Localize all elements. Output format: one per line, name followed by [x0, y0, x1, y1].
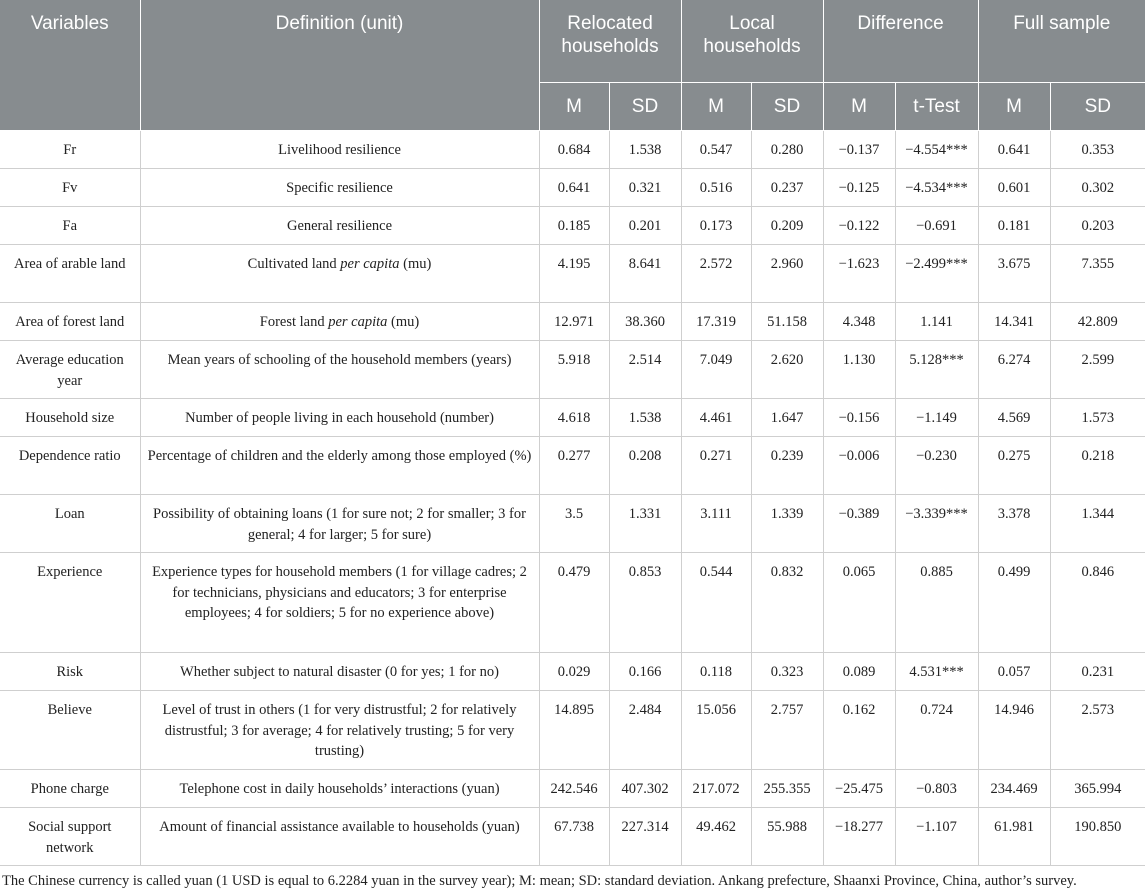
cell-diff-m: −25.475 [823, 770, 895, 808]
subheader-sd: SD [609, 83, 681, 131]
subheader-sd: SD [751, 83, 823, 131]
cell-variable: Risk [0, 653, 140, 691]
cell-rel-sd: 0.201 [609, 207, 681, 245]
cell-loc-m: 2.572 [681, 245, 751, 303]
cell-definition: Amount of financial assistance available to households (yuan) [140, 808, 539, 866]
cell-rel-m: 0.641 [539, 169, 609, 207]
cell-rel-m: 0.684 [539, 131, 609, 169]
cell-full-m: 3.378 [978, 495, 1050, 553]
cell-full-sd: 0.218 [1050, 437, 1145, 495]
cell-rel-sd: 2.484 [609, 691, 681, 770]
cell-definition: Experience types for household members (1 for village cadres; 2 for technicians, physicians and educators; 3 for enterprise employees; 4 for soldiers; 5 for no experience above) [140, 553, 539, 653]
cell-rel-sd: 1.538 [609, 399, 681, 437]
cell-rel-sd: 0.853 [609, 553, 681, 653]
table-row [0, 245, 1145, 303]
cell-loc-m: 3.111 [681, 495, 751, 553]
cell-full-sd: 0.846 [1050, 553, 1145, 653]
cell-full-m: 0.181 [978, 207, 1050, 245]
cell-loc-m: 0.271 [681, 437, 751, 495]
cell-diff-m: −0.125 [823, 169, 895, 207]
definition-emphasis: per capita [340, 256, 400, 272]
table-row [0, 399, 1145, 437]
cell-ttest: 1.141 [895, 303, 978, 341]
cell-full-sd: 2.573 [1050, 691, 1145, 770]
cell-rel-m: 0.029 [539, 653, 609, 691]
cell-rel-m: 3.5 [539, 495, 609, 553]
cell-loc-m: 15.056 [681, 691, 751, 770]
cell-definition: Telephone cost in daily households’ interactions (yuan) [140, 770, 539, 808]
cell-ttest: 0.724 [895, 691, 978, 770]
cell-ttest: −1.149 [895, 399, 978, 437]
definition-unit: (mu) [387, 314, 420, 330]
cell-diff-m: −0.389 [823, 495, 895, 553]
cell-definition [140, 245, 539, 303]
cell-rel-sd: 1.331 [609, 495, 681, 553]
cell-rel-m: 0.277 [539, 437, 609, 495]
cell-full-m: 234.469 [978, 770, 1050, 808]
cell-loc-sd: 255.355 [751, 770, 823, 808]
cell-full-m: 0.057 [978, 653, 1050, 691]
cell-loc-sd: 0.280 [751, 131, 823, 169]
cell-ttest: −0.691 [895, 207, 978, 245]
cell-full-m: 0.275 [978, 437, 1050, 495]
table-row [0, 131, 1145, 169]
cell-rel-m: 14.895 [539, 691, 609, 770]
cell-variable: Area of arable land [0, 245, 140, 303]
cell-definition: Livelihood resilience [140, 131, 539, 169]
table-row [0, 770, 1145, 808]
cell-loc-sd: 0.237 [751, 169, 823, 207]
cell-loc-sd: 0.323 [751, 653, 823, 691]
cell-ttest: 4.531*** [895, 653, 978, 691]
header-relocated: Relocated households [539, 0, 681, 83]
table-row [0, 169, 1145, 207]
cell-full-m: 3.675 [978, 245, 1050, 303]
cell-diff-m: −1.623 [823, 245, 895, 303]
cell-variable: Household size [0, 399, 140, 437]
subheader-m: M [823, 83, 895, 131]
table-row [0, 207, 1145, 245]
cell-loc-sd: 0.239 [751, 437, 823, 495]
cell-loc-sd: 0.832 [751, 553, 823, 653]
cell-definition: Number of people living in each household (number) [140, 399, 539, 437]
cell-rel-sd: 1.538 [609, 131, 681, 169]
cell-ttest: −0.230 [895, 437, 978, 495]
cell-full-sd: 7.355 [1050, 245, 1145, 303]
cell-ttest: −0.803 [895, 770, 978, 808]
cell-definition: Mean years of schooling of the household members (years) [140, 341, 539, 399]
cell-diff-m: −0.156 [823, 399, 895, 437]
cell-full-sd: 0.353 [1050, 131, 1145, 169]
table-row [0, 691, 1145, 770]
cell-full-m: 0.641 [978, 131, 1050, 169]
cell-diff-m: −18.277 [823, 808, 895, 866]
cell-definition: Percentage of children and the elderly among those employed (%) [140, 437, 539, 495]
cell-diff-m: 0.162 [823, 691, 895, 770]
cell-variable: Area of forest land [0, 303, 140, 341]
subheader-sd: SD [1050, 83, 1145, 131]
cell-loc-m: 7.049 [681, 341, 751, 399]
header-full-sample: Full sample [978, 0, 1145, 83]
cell-rel-m: 5.918 [539, 341, 609, 399]
cell-rel-m: 0.185 [539, 207, 609, 245]
cell-full-m: 4.569 [978, 399, 1050, 437]
cell-full-m: 14.946 [978, 691, 1050, 770]
cell-loc-m: 0.544 [681, 553, 751, 653]
cell-rel-m: 4.195 [539, 245, 609, 303]
cell-rel-sd: 8.641 [609, 245, 681, 303]
cell-variable: Average education year [0, 341, 140, 399]
cell-full-sd: 0.231 [1050, 653, 1145, 691]
cell-loc-m: 0.547 [681, 131, 751, 169]
cell-definition: Whether subject to natural disaster (0 for yes; 1 for no) [140, 653, 539, 691]
cell-loc-m: 0.516 [681, 169, 751, 207]
cell-full-m: 0.601 [978, 169, 1050, 207]
cell-definition: General resilience [140, 207, 539, 245]
cell-variable: Fv [0, 169, 140, 207]
cell-rel-m: 0.479 [539, 553, 609, 653]
header-difference: Difference [823, 0, 978, 83]
cell-loc-m: 0.118 [681, 653, 751, 691]
cell-loc-sd: 51.158 [751, 303, 823, 341]
cell-diff-m: −0.137 [823, 131, 895, 169]
table-row [0, 553, 1145, 653]
cell-variable: Social support network [0, 808, 140, 866]
cell-diff-m: −0.006 [823, 437, 895, 495]
cell-full-sd: 190.850 [1050, 808, 1145, 866]
cell-variable: Phone charge [0, 770, 140, 808]
cell-rel-m: 67.738 [539, 808, 609, 866]
cell-loc-m: 4.461 [681, 399, 751, 437]
table-footnote: The Chinese currency is called yuan (1 USD is equal to 6.2284 yuan in the survey year); M: mean; SD: standard deviation. Ankang prefecture, Shaanxi Province, China, author’s survey. [2, 873, 1077, 889]
subheader-ttest: t-Test [895, 83, 978, 131]
subheader-m: M [978, 83, 1050, 131]
cell-full-sd: 365.994 [1050, 770, 1145, 808]
cell-diff-m: 0.089 [823, 653, 895, 691]
subheader-m: M [539, 83, 609, 131]
cell-rel-sd: 0.166 [609, 653, 681, 691]
cell-full-sd: 1.344 [1050, 495, 1145, 553]
header-definition: Definition (unit) [140, 0, 539, 131]
cell-ttest: −1.107 [895, 808, 978, 866]
cell-ttest: −4.534*** [895, 169, 978, 207]
cell-variable: Experience [0, 553, 140, 653]
cell-ttest: −2.499*** [895, 245, 978, 303]
definition-unit: (mu) [399, 256, 432, 272]
cell-loc-m: 0.173 [681, 207, 751, 245]
cell-definition: Specific resilience [140, 169, 539, 207]
cell-loc-m: 217.072 [681, 770, 751, 808]
cell-variable: Loan [0, 495, 140, 553]
cell-ttest: −3.339*** [895, 495, 978, 553]
cell-full-sd: 1.573 [1050, 399, 1145, 437]
cell-rel-sd: 38.360 [609, 303, 681, 341]
cell-diff-m: 4.348 [823, 303, 895, 341]
cell-full-m: 61.981 [978, 808, 1050, 866]
table-body [0, 131, 1145, 866]
table-row [0, 341, 1145, 399]
cell-loc-sd: 2.620 [751, 341, 823, 399]
table-row [0, 808, 1145, 866]
cell-ttest: 0.885 [895, 553, 978, 653]
table-row [0, 653, 1145, 691]
cell-variable: Dependence ratio [0, 437, 140, 495]
cell-loc-sd: 2.960 [751, 245, 823, 303]
cell-loc-sd: 0.209 [751, 207, 823, 245]
cell-diff-m: 1.130 [823, 341, 895, 399]
cell-ttest: −4.554*** [895, 131, 978, 169]
cell-definition [140, 303, 539, 341]
cell-rel-m: 12.971 [539, 303, 609, 341]
cell-rel-sd: 2.514 [609, 341, 681, 399]
definition-text: Cultivated land [247, 256, 341, 272]
cell-rel-sd: 227.314 [609, 808, 681, 866]
table-row [0, 303, 1145, 341]
definition-emphasis: per capita [328, 314, 388, 330]
cell-full-sd: 0.203 [1050, 207, 1145, 245]
definition-text: Forest land [259, 314, 329, 330]
cell-full-m: 14.341 [978, 303, 1050, 341]
cell-variable: Fr [0, 131, 140, 169]
cell-definition: Possibility of obtaining loans (1 for sure not; 2 for smaller; 3 for general; 4 for larger; 5 for sure) [140, 495, 539, 553]
cell-rel-m: 4.618 [539, 399, 609, 437]
cell-rel-m: 242.546 [539, 770, 609, 808]
header-local: Local households [681, 0, 823, 83]
cell-full-m: 6.274 [978, 341, 1050, 399]
cell-full-sd: 0.302 [1050, 169, 1145, 207]
cell-diff-m: 0.065 [823, 553, 895, 653]
cell-definition: Level of trust in others (1 for very distrustful; 2 for relatively distrustful; 3 for average; 4 for relatively trusting; 5 for very trusting) [140, 691, 539, 770]
cell-loc-sd: 1.339 [751, 495, 823, 553]
cell-loc-sd: 1.647 [751, 399, 823, 437]
header-variables: Variables [0, 0, 140, 131]
cell-rel-sd: 0.208 [609, 437, 681, 495]
cell-variable: Believe [0, 691, 140, 770]
cell-ttest: 5.128*** [895, 341, 978, 399]
cell-loc-m: 49.462 [681, 808, 751, 866]
table-row [0, 437, 1145, 495]
table-header [0, 0, 1145, 131]
cell-full-sd: 2.599 [1050, 341, 1145, 399]
cell-full-sd: 42.809 [1050, 303, 1145, 341]
cell-rel-sd: 407.302 [609, 770, 681, 808]
cell-loc-m: 17.319 [681, 303, 751, 341]
cell-rel-sd: 0.321 [609, 169, 681, 207]
cell-diff-m: −0.122 [823, 207, 895, 245]
cell-loc-sd: 2.757 [751, 691, 823, 770]
subheader-m: M [681, 83, 751, 131]
cell-variable: Fa [0, 207, 140, 245]
cell-full-m: 0.499 [978, 553, 1050, 653]
table-row [0, 495, 1145, 553]
cell-loc-sd: 55.988 [751, 808, 823, 866]
